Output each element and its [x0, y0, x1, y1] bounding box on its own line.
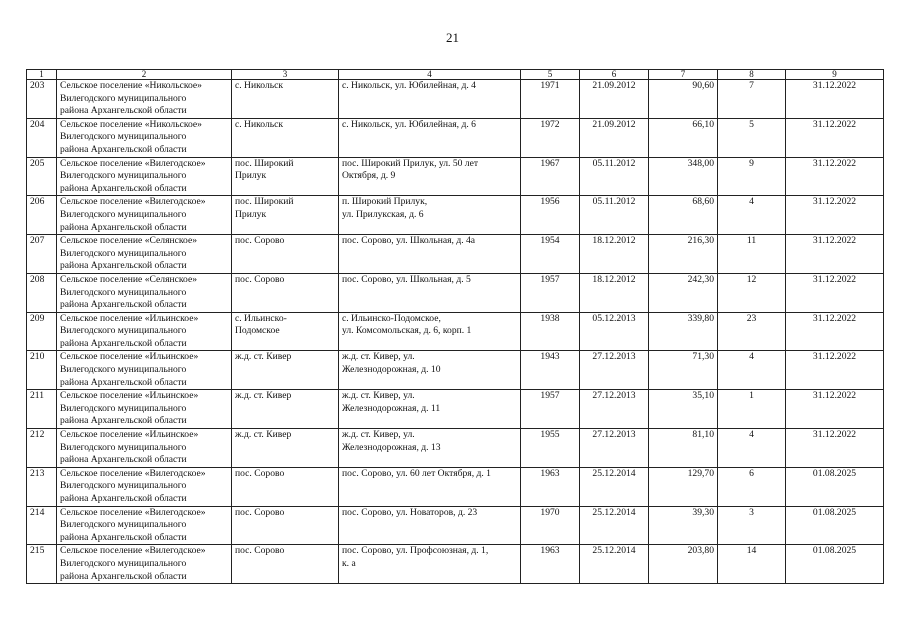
date-cell: 05.11.2012 — [580, 196, 649, 235]
locality-line: пос. Сорово — [235, 467, 285, 479]
row-number-cell: 205 — [27, 157, 57, 196]
column-header-7: 7 — [649, 70, 718, 80]
settlement-cell — [57, 545, 232, 584]
table-row — [27, 506, 884, 545]
year-cell: 1938 — [521, 312, 580, 351]
address-line: Железнодорожная, д. 11 — [342, 402, 441, 414]
address-line: ж.д. ст. Кивер, ул. — [342, 390, 415, 402]
locality-line: пос. Широкий — [235, 157, 294, 169]
address-cell — [339, 235, 521, 274]
settlement-line: района Архангельской области — [60, 415, 187, 427]
address-line: п. Широкий Прилук, — [342, 196, 428, 208]
address-line: ж.д. ст. Кивер, ул. — [342, 351, 415, 363]
date-cell: 21.09.2012 — [580, 118, 649, 157]
settlement-line: Вилегодского муниципального — [60, 286, 187, 298]
settlement-line: Сельское поселение «Ильинское» — [60, 429, 199, 441]
column-header-8: 8 — [718, 70, 786, 80]
area-cell: 68,60 — [649, 196, 718, 235]
year-cell: 1971 — [521, 80, 580, 119]
locality-line: Прилук — [235, 170, 267, 182]
address-line: пос. Сорово, ул. 60 лет Октября, д. 1 — [342, 467, 491, 479]
settlement-line: Вилегодского муниципального — [60, 247, 187, 259]
date-cell: 25.12.2014 — [580, 545, 649, 584]
settlement-cell — [57, 351, 232, 390]
area-cell: 71,30 — [649, 351, 718, 390]
address-cell — [339, 80, 521, 119]
year-cell: 1955 — [521, 429, 580, 468]
locality-cell — [232, 429, 339, 468]
address-line: Железнодорожная, д. 10 — [342, 364, 441, 376]
area-cell: 216,30 — [649, 235, 718, 274]
count-cell: 12 — [718, 273, 786, 312]
year-cell: 1970 — [521, 506, 580, 545]
table-row — [27, 429, 884, 468]
locality-line: пос. Сорово — [235, 273, 285, 285]
area-cell: 66,10 — [649, 118, 718, 157]
address-line: с. Никольск, ул. Юбилейная, д. 6 — [342, 118, 476, 130]
date-cell: 27.12.2013 — [580, 390, 649, 429]
settlement-line: Сельское поселение «Селянское» — [60, 273, 198, 285]
settlement-line: района Архангельской области — [60, 221, 187, 233]
row-number-cell: 209 — [27, 312, 57, 351]
settlement-line: района Архангельской области — [60, 531, 187, 543]
settlement-line: района Архангельской области — [60, 570, 187, 582]
table-row — [27, 312, 884, 351]
table-row — [27, 545, 884, 584]
address-cell — [339, 467, 521, 506]
date-cell: 25.12.2014 — [580, 506, 649, 545]
deadline-cell: 31.12.2022 — [786, 118, 884, 157]
address-cell — [339, 157, 521, 196]
row-number-cell: 206 — [27, 196, 57, 235]
table-row — [27, 235, 884, 274]
settlement-line: района Архангельской области — [60, 260, 187, 272]
settlement-line: Вилегодского муниципального — [60, 364, 187, 376]
settlement-line: района Архангельской области — [60, 105, 187, 117]
year-cell: 1963 — [521, 467, 580, 506]
locality-line: Подомское — [235, 325, 280, 337]
year-cell: 1957 — [521, 273, 580, 312]
row-number-cell: 203 — [27, 80, 57, 119]
area-cell: 129,70 — [649, 467, 718, 506]
settlement-cell — [57, 196, 232, 235]
address-cell — [339, 312, 521, 351]
settlement-cell — [57, 235, 232, 274]
column-header-3: 3 — [232, 70, 339, 80]
deadline-cell: 01.08.2025 — [786, 545, 884, 584]
date-cell: 27.12.2013 — [580, 351, 649, 390]
column-number-row — [27, 70, 884, 80]
count-cell: 4 — [718, 351, 786, 390]
locality-cell — [232, 312, 339, 351]
year-cell: 1967 — [521, 157, 580, 196]
address-line: с. Ильинско-Подомское, — [342, 312, 441, 324]
address-line: пос. Сорово, ул. Школьная, д. 4а — [342, 235, 476, 247]
page-number: 21 — [446, 30, 459, 45]
year-cell: 1963 — [521, 545, 580, 584]
address-line: ж.д. ст. Кивер, ул. — [342, 429, 415, 441]
row-number-cell: 215 — [27, 545, 57, 584]
date-cell: 27.12.2013 — [580, 429, 649, 468]
column-header-2: 2 — [57, 70, 232, 80]
locality-cell — [232, 196, 339, 235]
deadline-cell: 01.08.2025 — [786, 467, 884, 506]
locality-cell — [232, 390, 339, 429]
locality-line: с. Никольск — [235, 80, 284, 91]
settlement-line: района Архангельской области — [60, 143, 187, 155]
locality-cell — [232, 273, 339, 312]
locality-cell — [232, 80, 339, 119]
settlement-line: района Архангельской области — [60, 454, 187, 466]
count-cell: 1 — [718, 390, 786, 429]
settlement-cell — [57, 273, 232, 312]
settlement-line: Вилегодского муниципального — [60, 170, 187, 182]
address-line: к. а — [342, 557, 356, 569]
settlement-line: Сельское поселение «Ильинское» — [60, 351, 199, 363]
area-cell: 39,30 — [649, 506, 718, 545]
address-cell — [339, 390, 521, 429]
date-cell: 25.12.2014 — [580, 467, 649, 506]
row-number-cell: 207 — [27, 235, 57, 274]
settlement-line: района Архангельской области — [60, 376, 187, 388]
deadline-cell: 31.12.2022 — [786, 235, 884, 274]
count-cell: 11 — [718, 235, 786, 274]
year-cell: 1954 — [521, 235, 580, 274]
count-cell: 4 — [718, 196, 786, 235]
settlement-cell — [57, 506, 232, 545]
locality-line: ж.д. ст. Кивер — [235, 390, 292, 402]
address-cell — [339, 273, 521, 312]
row-number-cell: 204 — [27, 118, 57, 157]
area-cell: 348,00 — [649, 157, 718, 196]
count-cell: 23 — [718, 312, 786, 351]
locality-line: с. Ильинско- — [235, 312, 287, 324]
table-row — [27, 80, 884, 119]
deadline-cell: 31.12.2022 — [786, 80, 884, 119]
settlement-line: района Архангельской области — [60, 182, 187, 194]
settlement-cell — [57, 157, 232, 196]
locality-cell — [232, 467, 339, 506]
area-cell: 203,80 — [649, 545, 718, 584]
address-cell — [339, 118, 521, 157]
locality-cell — [232, 351, 339, 390]
locality-line: пос. Сорово — [235, 545, 285, 557]
count-cell: 7 — [718, 80, 786, 119]
settlement-line: района Архангельской области — [60, 493, 187, 504]
locality-cell — [232, 235, 339, 274]
registry-body — [27, 80, 884, 584]
deadline-cell: 31.12.2022 — [786, 196, 884, 235]
address-cell — [339, 351, 521, 390]
settlement-line: Сельское поселение «Вилегодское» — [60, 506, 206, 518]
settlement-line: Сельское поселение «Ильинское» — [60, 312, 199, 324]
settlement-cell — [57, 390, 232, 429]
count-cell: 3 — [718, 506, 786, 545]
locality-line: пос. Широкий — [235, 196, 294, 208]
locality-cell — [232, 157, 339, 196]
address-line: Октября, д. 9 — [342, 170, 396, 182]
settlement-cell — [57, 467, 232, 506]
settlement-line: Вилегодского муниципального — [60, 402, 187, 414]
settlement-cell — [57, 118, 232, 157]
date-cell: 18.12.2012 — [580, 235, 649, 274]
settlement-line: Сельское поселение «Вилегодское» — [60, 157, 206, 169]
address-cell — [339, 196, 521, 235]
settlement-line: Вилегодского муниципального — [60, 441, 187, 453]
row-number-cell: 211 — [27, 390, 57, 429]
address-line: ул. Комсомольская, д. 6, корп. 1 — [342, 325, 472, 337]
address-line: ул. Прилукская, д. 6 — [342, 208, 424, 220]
year-cell: 1943 — [521, 351, 580, 390]
settlement-line: Сельское поселение «Никольское» — [60, 118, 202, 130]
column-header-4: 4 — [339, 70, 521, 80]
table-row — [27, 467, 884, 506]
settlement-line: района Архангельской области — [60, 337, 187, 349]
settlement-line: Вилегодского муниципального — [60, 519, 187, 531]
settlement-line: Вилегодского муниципального — [60, 480, 187, 492]
address-line: пос. Сорово, ул. Профсоюзная, д. 1, — [342, 545, 489, 557]
area-cell: 242,30 — [649, 273, 718, 312]
deadline-cell: 31.12.2022 — [786, 429, 884, 468]
settlement-line: Сельское поселение «Вилегодское» — [60, 545, 206, 557]
deadline-cell: 31.12.2022 — [786, 390, 884, 429]
table-row — [27, 157, 884, 196]
locality-cell — [232, 545, 339, 584]
row-number-cell: 213 — [27, 467, 57, 506]
settlement-line: Вилегодского муниципального — [60, 557, 187, 569]
table-row — [27, 351, 884, 390]
settlement-line: Вилегодского муниципального — [60, 208, 187, 220]
year-cell: 1972 — [521, 118, 580, 157]
date-cell: 05.11.2012 — [580, 157, 649, 196]
area-cell: 35,10 — [649, 390, 718, 429]
table-row — [27, 273, 884, 312]
table-row — [27, 390, 884, 429]
date-cell: 05.12.2013 — [580, 312, 649, 351]
settlement-line: Сельское поселение «Вилегодское» — [60, 467, 206, 479]
settlement-cell — [57, 312, 232, 351]
address-cell — [339, 429, 521, 468]
deadline-cell: 31.12.2022 — [786, 312, 884, 351]
address-line: Железнодорожная, д. 13 — [342, 441, 441, 453]
deadline-cell: 31.12.2022 — [786, 157, 884, 196]
settlement-cell — [57, 80, 232, 119]
area-cell: 90,60 — [649, 80, 718, 119]
row-number-cell: 208 — [27, 273, 57, 312]
column-header-6: 6 — [580, 70, 649, 80]
table-row — [27, 118, 884, 157]
count-cell: 5 — [718, 118, 786, 157]
deadline-cell: 31.12.2022 — [786, 351, 884, 390]
locality-line: Прилук — [235, 208, 267, 220]
count-cell: 14 — [718, 545, 786, 584]
address-cell — [339, 506, 521, 545]
settlement-line: Вилегодского муниципального — [60, 131, 187, 143]
locality-line: ж.д. ст. Кивер — [235, 429, 292, 441]
row-number-cell: 210 — [27, 351, 57, 390]
table-row — [27, 196, 884, 235]
locality-line: ж.д. ст. Кивер — [235, 351, 292, 363]
year-cell: 1956 — [521, 196, 580, 235]
settlement-line: Сельское поселение «Вилегодское» — [60, 196, 206, 208]
column-header-1: 1 — [27, 70, 57, 80]
count-cell: 9 — [718, 157, 786, 196]
area-cell: 339,80 — [649, 312, 718, 351]
settlement-line: Сельское поселение «Никольское» — [60, 80, 202, 91]
address-line: пос. Сорово, ул. Школьная, д. 5 — [342, 273, 471, 285]
count-cell: 6 — [718, 467, 786, 506]
locality-cell — [232, 118, 339, 157]
settlement-line: Вилегодского муниципального — [60, 92, 187, 104]
locality-cell — [232, 506, 339, 545]
settlement-cell — [57, 429, 232, 468]
year-cell: 1957 — [521, 390, 580, 429]
settlement-line: района Архангельской области — [60, 299, 187, 311]
address-cell — [339, 545, 521, 584]
row-number-cell: 214 — [27, 506, 57, 545]
settlement-line: Сельское поселение «Ильинское» — [60, 390, 199, 402]
column-header-5: 5 — [521, 70, 580, 80]
settlement-line: Вилегодского муниципального — [60, 325, 187, 337]
housing-registry-table — [26, 69, 884, 584]
locality-line: с. Никольск — [235, 118, 284, 130]
locality-line: пос. Сорово — [235, 506, 285, 518]
count-cell: 4 — [718, 429, 786, 468]
deadline-cell: 31.12.2022 — [786, 273, 884, 312]
deadline-cell: 01.08.2025 — [786, 506, 884, 545]
address-line: пос. Широкий Прилук, ул. 50 лет — [342, 157, 479, 169]
column-header-9: 9 — [786, 70, 884, 80]
date-cell: 21.09.2012 — [580, 80, 649, 119]
area-cell: 81,10 — [649, 429, 718, 468]
settlement-line: Сельское поселение «Селянское» — [60, 235, 198, 247]
row-number-cell: 212 — [27, 429, 57, 468]
date-cell: 18.12.2012 — [580, 273, 649, 312]
address-line: пос. Сорово, ул. Новаторов, д. 23 — [342, 506, 478, 518]
locality-line: пос. Сорово — [235, 235, 285, 247]
address-line: с. Никольск, ул. Юбилейная, д. 4 — [342, 80, 476, 91]
